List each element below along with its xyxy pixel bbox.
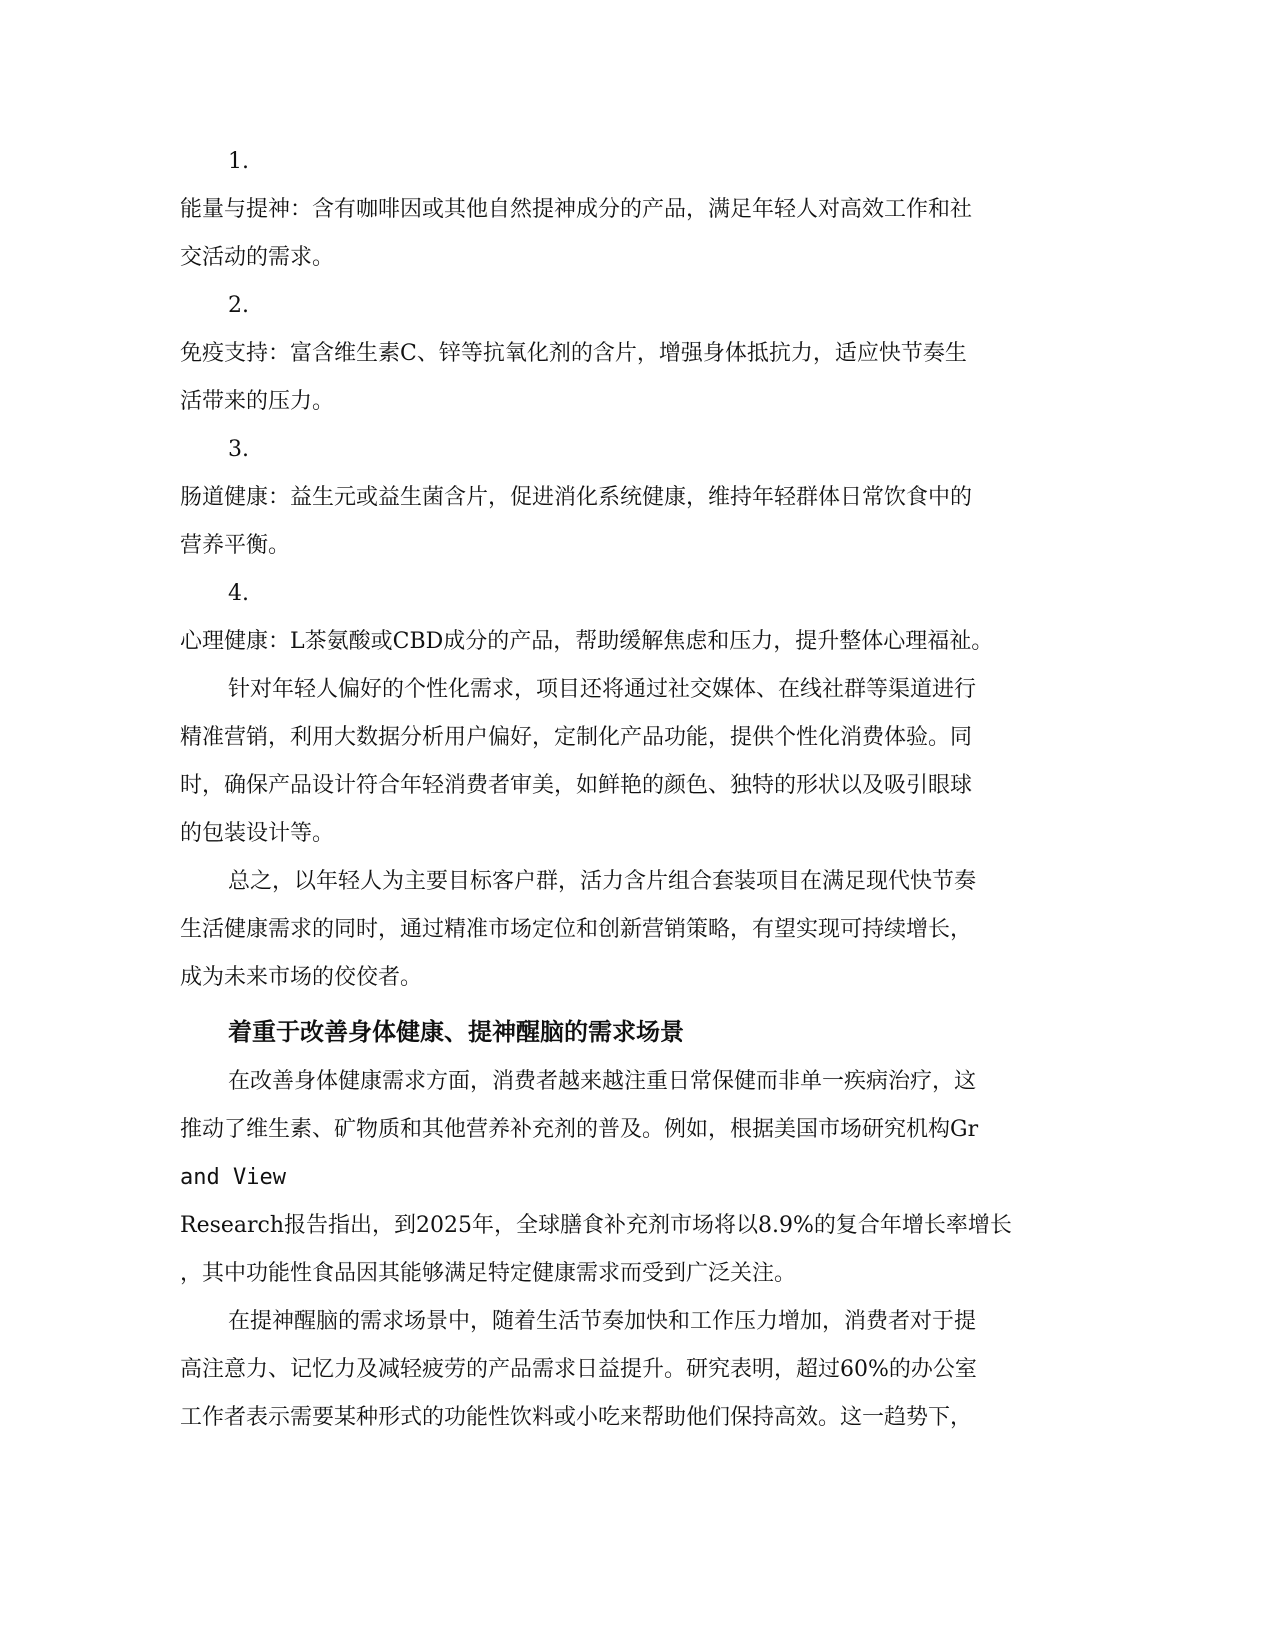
list-item-4-line-1: 心理健康：L茶氨酸或CBD成分的产品，帮助缓解焦虑和压力，提升整体心理福祉。 [180, 629, 994, 654]
list-item-1-line-1: 能量与提神：含有咖啡因或其他自然提神成分的产品，满足年轻人对高效工作和社 [180, 197, 973, 222]
paragraph-alertness-line-2: 高注意力、记忆力及减轻疲劳的产品需求日益提升。研究表明，超过60%的办公室 [180, 1357, 977, 1382]
paragraph-personalization-line-2: 精准营销，利用大数据分析用户偏好，定制化产品功能，提供个性化消费体验。同 [180, 725, 973, 750]
list-item-1-line-2: 交活动的需求。 [180, 245, 335, 270]
list-item-number-1: 1. [228, 149, 249, 174]
paragraph-health-line-3: and View [180, 1165, 286, 1190]
list-item-2-line-2: 活带来的压力。 [180, 389, 335, 414]
list-item-3-line-2: 营养平衡。 [180, 533, 291, 558]
paragraph-personalization-line-1: 针对年轻人偏好的个性化需求，项目还将通过社交媒体、在线社群等渠道进行 [228, 677, 977, 702]
paragraph-health-line-5: ，其中功能性食品因其能够满足特定健康需求而受到广泛关注。 [180, 1261, 797, 1286]
paragraph-alertness-line-1: 在提神醒脑的需求场景中，随着生活节奏加快和工作压力增加，消费者对于提 [228, 1309, 977, 1334]
paragraph-personalization-line-3: 时，确保产品设计符合年轻消费者审美，如鲜艳的颜色、独特的形状以及吸引眼球 [180, 773, 973, 798]
paragraph-health-line-2: 推动了维生素、矿物质和其他营养补充剂的普及。例如，根据美国市场研究机构Gr [180, 1117, 979, 1142]
list-item-3-line-1: 肠道健康：益生元或益生菌含片，促进消化系统健康，维持年轻群体日常饮食中的 [180, 485, 973, 510]
paragraph-summary-line-1: 总之，以年轻人为主要目标客户群，活力含片组合套装项目在满足现代快节奏 [228, 869, 977, 894]
paragraph-health-line-4: Research报告指出，到2025年，全球膳食补充剂市场将以8.9%的复合年增长率增长 [180, 1213, 1012, 1238]
paragraph-summary-line-2: 生活健康需求的同时，通过精准市场定位和创新营销策略，有望实现可持续增长， [180, 917, 973, 942]
paragraph-personalization-line-4: 的包装设计等。 [180, 821, 335, 846]
paragraph-alertness-line-3: 工作者表示需要某种形式的功能性饮料或小吃来帮助他们保持高效。这一趋势下， [180, 1405, 973, 1430]
list-item-number-2: 2. [228, 293, 249, 318]
paragraph-health-line-1: 在改善身体健康需求方面，消费者越来越注重日常保健而非单一疾病治疗，这 [228, 1069, 977, 1094]
list-item-number-4: 4. [228, 581, 249, 606]
list-item-number-3: 3. [228, 437, 249, 462]
paragraph-summary-line-3: 成为未来市场的佼佼者。 [180, 965, 423, 990]
document-page [180, 138, 1080, 1442]
list-item-2-line-1: 免疫支持：富含维生素C、锌等抗氧化剂的含片，增强身体抵抗力，适应快节奏生 [180, 341, 967, 366]
section-heading: 着重于改善身体健康、提神醒脑的需求场景 [228, 1018, 684, 1046]
